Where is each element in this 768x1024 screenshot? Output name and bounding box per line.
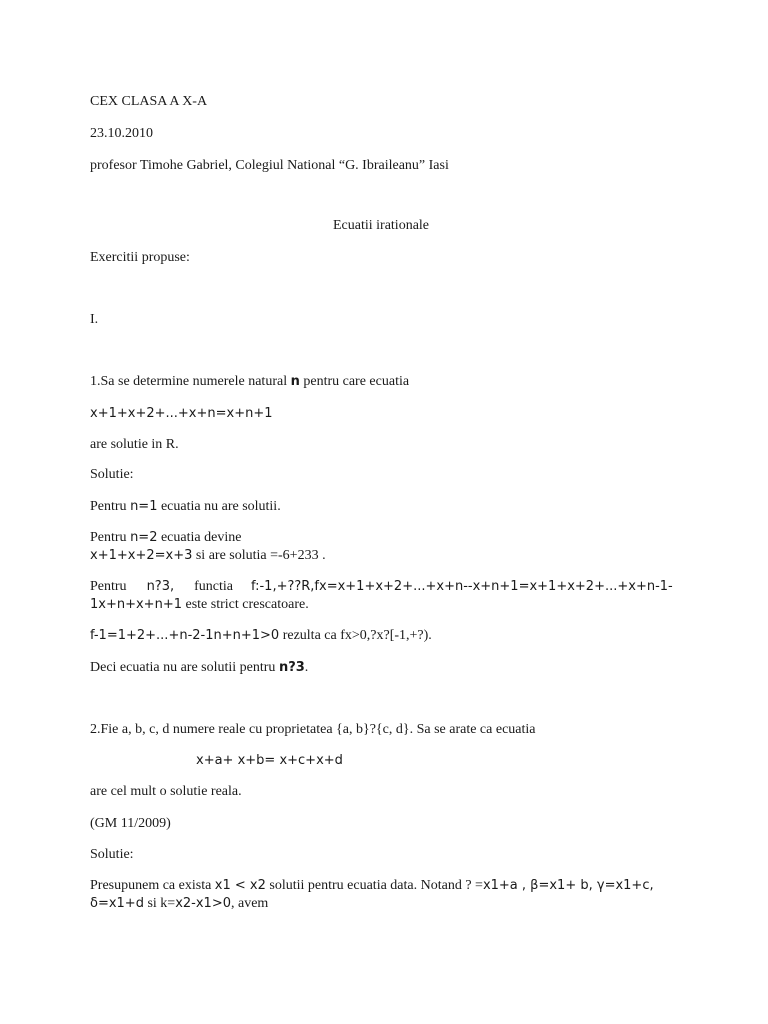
ex1-equation: x+1+x+2+...+x+n=x+n+1 [90, 406, 273, 421]
ex2-paragraph-line2: δ=x1+d si k=x2-x1>0, avem [90, 896, 269, 911]
doc-date: 23.10.2010 [90, 126, 153, 141]
ex2-statement: 2.Fie a, b, c, d numere reale cu proprietatea {a, b}?{c, d}. Sa se arate ca ecuatia [90, 722, 536, 737]
ex1-note: are solutie in R. [90, 437, 179, 452]
doc-author: profesor Timohe Gabriel, Colegiul National “G. Ibraileanu” Iasi [90, 158, 449, 173]
ex1-statement: 1.Sa se determine numerele natural n pentru care ecuatia [90, 374, 410, 389]
ex1-case2-equation: x+1+x+2=x+3 si are solutia =-6+233 . [90, 548, 326, 563]
section-title: Ecuatii irationale [333, 218, 430, 233]
ex1-conclusion: Deci ecuatia nu are solutii pentru n?3. [90, 660, 309, 675]
doc-title: CEX CLASA A X-A [90, 94, 208, 109]
ex2-equation: x+a+ x+b= x+c+x+d [196, 753, 343, 768]
ex1-solution-label: Solutie: [90, 467, 134, 482]
subtitle: Exercitii propuse: [90, 250, 190, 265]
ex2-solution-label: Solutie: [90, 847, 134, 862]
ex2-note: are cel mult o solutie reala. [90, 784, 242, 799]
ex2-reference: (GM 11/2009) [90, 816, 171, 831]
ex1-case2: Pentru n=2 ecuatia devine [90, 530, 242, 545]
ex1-case3: Pentru n?3, functia f:-1,+??R,fx=x+1+x+2+...+x+n--x+n+1=x+1+x+2+...+x+n-1- [90, 579, 673, 594]
ex1-case3-cont: 1x+n+x+n+1 este strict crescatoare. [90, 597, 309, 612]
ex1-case1: Pentru n=1 ecuatia nu are solutii. [90, 499, 281, 514]
ex2-paragraph-line1: Presupunem ca exista x1 < x2 solutii pentru ecuatia data. Notand ? =x1+a , β=x1+ b, γ=x1+c, [90, 878, 654, 893]
part-number: I. [90, 312, 99, 327]
ex1-limit: f-1=1+2+...+n-2-1n+n+1>0 rezulta ca fx>0,?x?[-1,+?). [90, 628, 432, 643]
